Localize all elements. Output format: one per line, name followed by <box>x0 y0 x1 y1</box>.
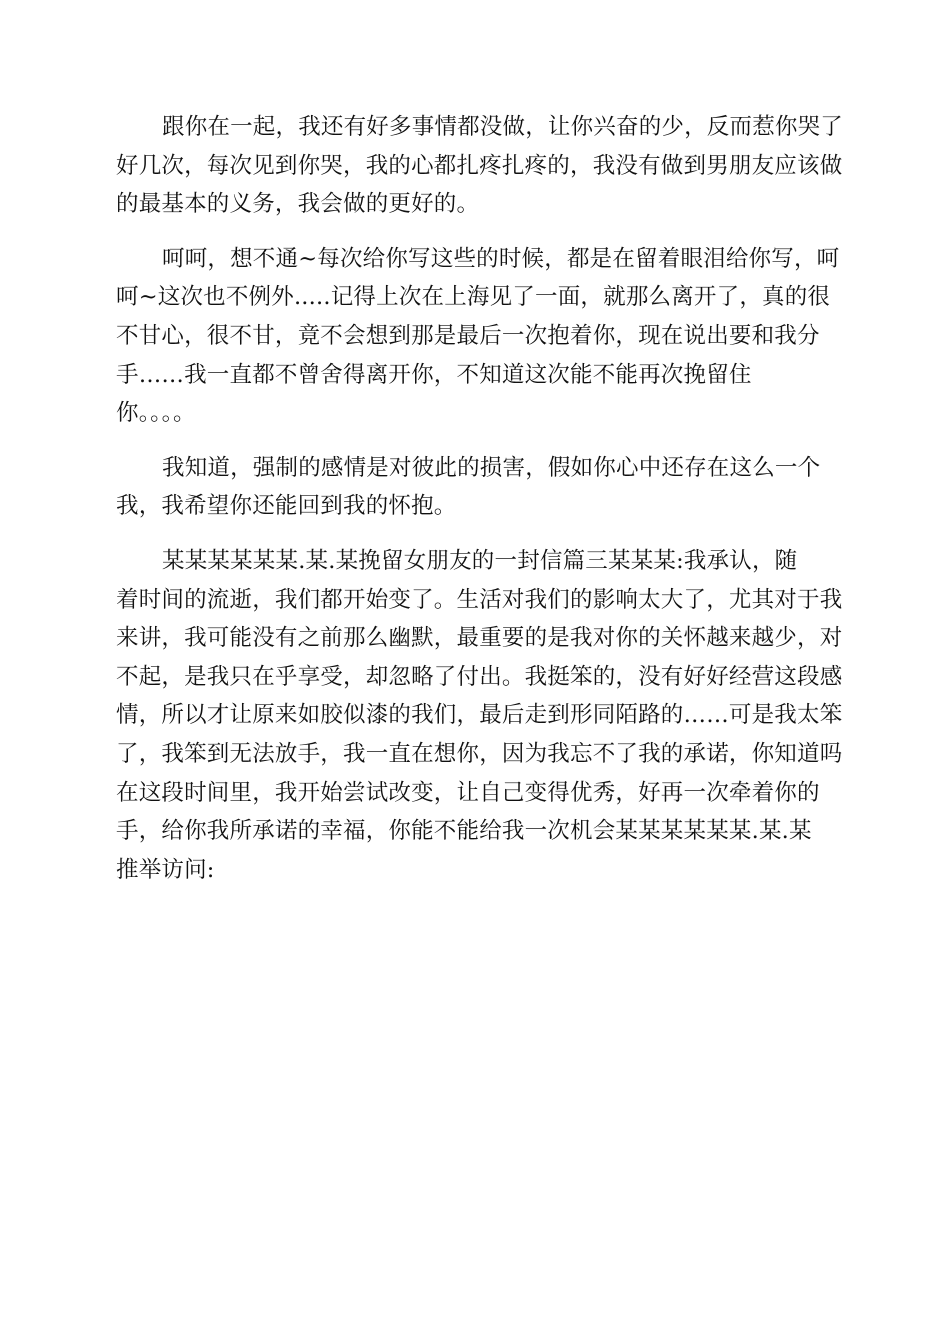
text-line: 的最基本的义务，我会做的更好的。 <box>116 191 480 218</box>
text-line: 来讲，我可能没有之前那么幽默，最重要的是我对你的关怀越来越少，对 <box>116 625 843 652</box>
paragraph-4 <box>116 542 843 889</box>
text-line: 我知道，强制的感情是对彼此的损害，假如你心中还存在这么一个 <box>162 454 821 481</box>
text-line: 跟你在一起，我还有好多事情都没做，让你兴奋的少，反而惹你哭了 <box>162 114 844 140</box>
text-line: 推举访问: <box>116 856 215 883</box>
text-line: 手……我一直都不曾舍得离开你，不知道这次能不能再次挽留住 <box>116 361 752 388</box>
text-line: 不甘心，很不甘，竟不会想到那是最后一次抱着你，现在说出要和我分 <box>116 322 820 349</box>
text-line: 呵~这次也不例外.....记得上次在上海见了一面，就那么离开了，真的很 <box>116 284 831 311</box>
text-line: 某某某某某某.某.某挽留女朋友的一封信篇三某某某:我承认，随 <box>162 547 798 574</box>
text-line: 你。。。。 <box>116 400 196 427</box>
paragraph-1 <box>116 108 844 224</box>
text-line: 呵呵，想不通~每次给你写这些的时候，都是在留着眼泪给你写，呵 <box>162 245 840 272</box>
text-line: 好几次，每次见到你哭，我的心都扎疼扎疼的，我没有做到男朋友应该做 <box>116 152 843 179</box>
text-line: 了，我笨到无法放手，我一直在想你，因为我忘不了我的承诺，你知道吗 <box>116 740 843 767</box>
document-body <box>116 108 844 905</box>
text-line: 情，所以才让原来如胶似漆的我们，最后走到形同陌路的……可是我太笨 <box>116 702 843 729</box>
text-line: 手，给你我所承诺的幸福，你能不能给我一次机会某某某某某某.某.某 <box>116 818 812 845</box>
text-line: 在这段时间里，我开始尝试改变，让自己变得优秀，好再一次牵着你的 <box>116 779 820 806</box>
paragraph-2 <box>116 240 840 433</box>
text-line: 我，我希望你还能回到我的怀抱。 <box>116 493 457 520</box>
paragraph-3 <box>116 449 836 526</box>
text-line: 着时间的流逝，我们都开始变了。生活对我们的影响太大了，尤其对于我 <box>116 586 843 613</box>
text-line: 不起，是我只在乎享受，却忽略了付出。我挺笨的，没有好好经营这段感 <box>116 663 843 690</box>
